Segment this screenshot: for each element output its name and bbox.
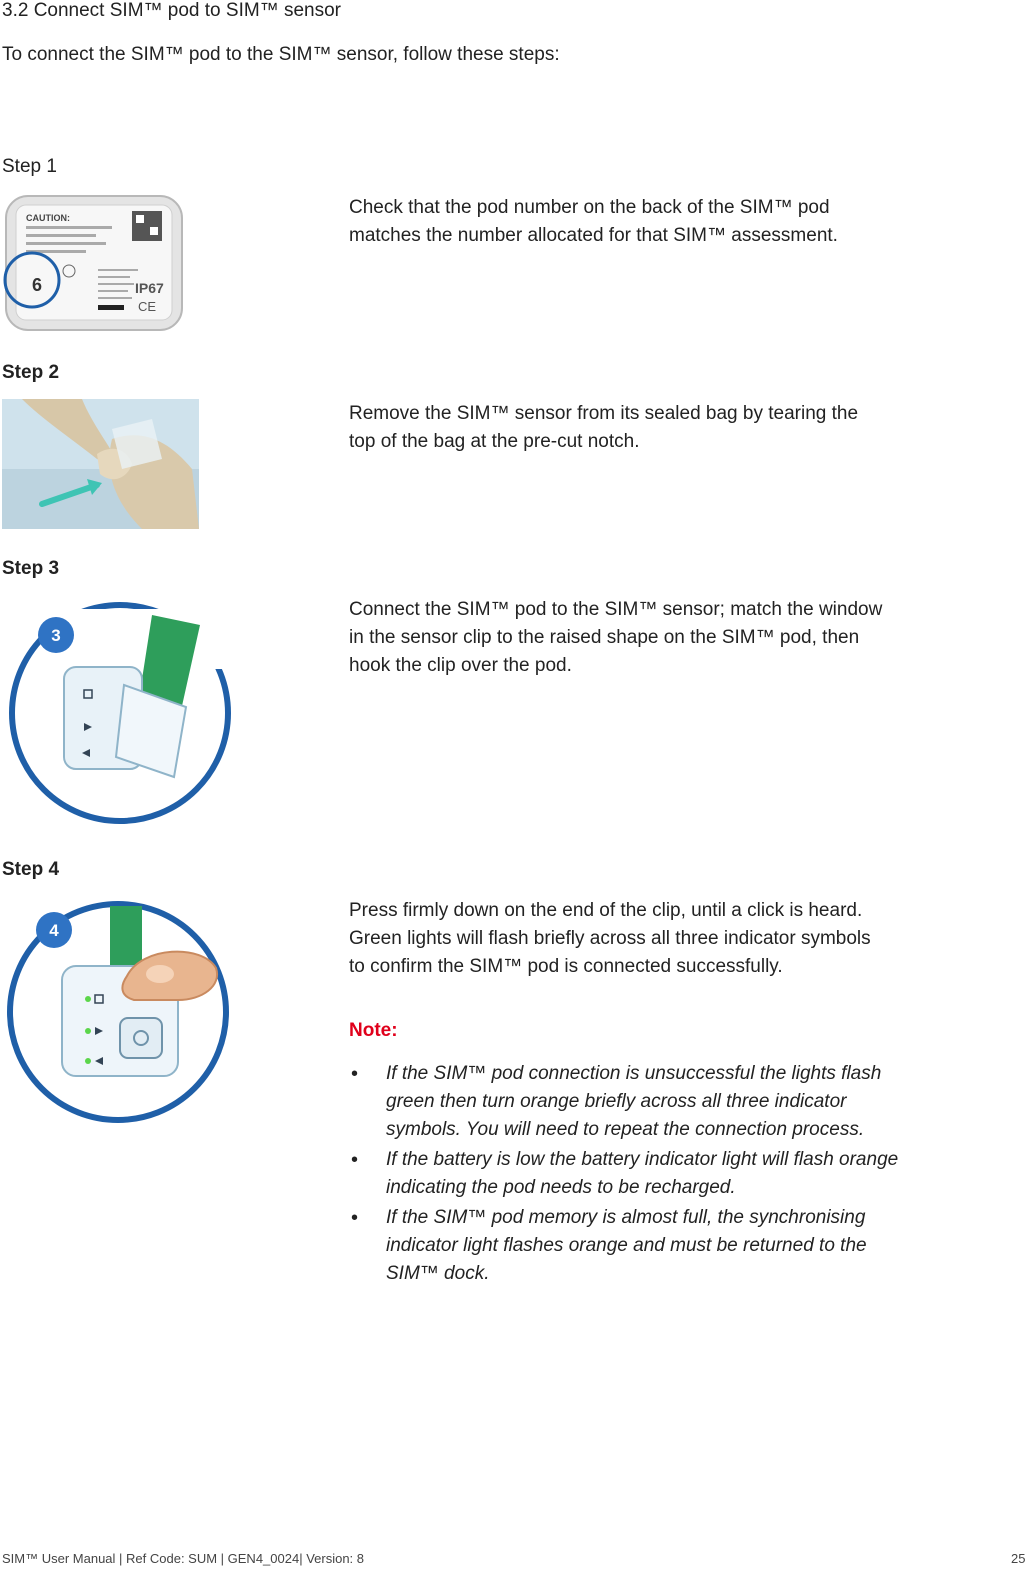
- step-4-label: Step 4: [2, 859, 60, 880]
- step-2-label: Step 2: [2, 362, 60, 383]
- step-3-illustration: [4, 595, 236, 829]
- step-4-badge-number: 4: [49, 921, 59, 940]
- step-3-text: Connect the SIM™ pod to the SIM™ sensor; match the window in the sensor clip to the raised shape on the SIM™ pod, then hook the clip over the pod.: [349, 599, 883, 676]
- step-4-illustration: [2, 896, 232, 1124]
- footer-text: SIM™ User Manual | Ref Code: SUM | GEN4_0024| Version: 8: [2, 1551, 365, 1566]
- pod-caution-text: CAUTION:: [26, 213, 70, 223]
- intro-text: To connect the SIM™ pod to the SIM™ sensor, follow these steps:: [2, 44, 560, 65]
- tearing-bag-photo: [2, 399, 199, 529]
- ce-mark: CE: [138, 299, 157, 314]
- step-1-label: Step 1: [2, 156, 57, 177]
- ip67-mark: IP67: [135, 280, 164, 296]
- step-3-badge-number: 3: [51, 626, 61, 645]
- page-number: 25: [1011, 1551, 1026, 1566]
- note-list: [349, 1060, 899, 1290]
- step-4-text: Press firmly down on the end of the clip, until a click is heard. Green lights will flash briefly across all three indicator symbols to confirm the SIM™ pod is connected successfully.: [349, 900, 871, 977]
- note-item: • If the SIM™ pod memory is almost full, the synchronising indicator light flashes orange and must be returned to the SIM™ dock.: [349, 1204, 899, 1288]
- note-label: Note:: [349, 1020, 398, 1041]
- step-3-label: Step 3: [2, 558, 60, 579]
- pod-back-image: [2, 193, 184, 333]
- section-title: 3.2 Connect SIM™ pod to SIM™ sensor: [2, 0, 341, 21]
- step-1-text: Check that the pod number on the back of the SIM™ pod matches the number allocated for that SIM™ assessment.: [349, 197, 838, 246]
- note-item: • If the battery is low the battery indicator light will flash orange indicating the pod needs to be recharged.: [349, 1146, 899, 1202]
- note-item: • If the SIM™ pod connection is unsuccessful the lights flash green then turn orange briefly across all three indicator symbols. You will need to repeat the connection process.: [349, 1060, 899, 1144]
- pod-number: 6: [32, 275, 43, 295]
- step-2-text: Remove the SIM™ sensor from its sealed bag by tearing the top of the bag at the pre-cut notch.: [349, 403, 859, 452]
